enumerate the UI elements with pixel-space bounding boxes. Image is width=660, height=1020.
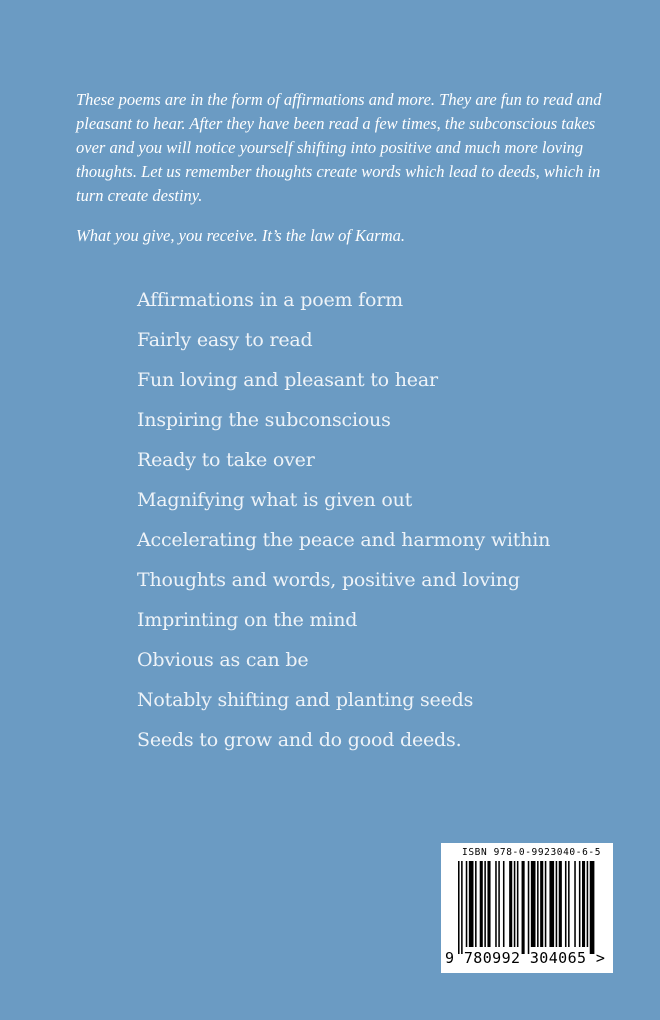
poem-line: Affirmations in a poem form (137, 289, 403, 311)
poem-line: Accelerating the peace and harmony within (137, 529, 551, 551)
barcode-bar (475, 861, 477, 947)
barcode-bar (522, 861, 525, 954)
barcode-bar (498, 861, 500, 947)
barcode-bar (590, 861, 595, 954)
karma-line: What you give, you receive. It’s the law of Karma. (76, 226, 406, 245)
isbn-label: ISBN 978-0-9923040-6-5 (462, 847, 602, 858)
barcode-bar (487, 861, 490, 947)
barcode-bar (509, 861, 512, 947)
barcode-bar (565, 861, 567, 947)
poem-line: Fun loving and pleasant to hear (137, 369, 438, 391)
barcode-bar (495, 861, 497, 947)
poem-line: Inspiring the subconscious (137, 409, 391, 431)
barcode-bar (466, 861, 468, 947)
barcode-bar (579, 861, 581, 947)
barcode-bar (480, 861, 483, 947)
barcode-bar (574, 861, 576, 947)
barcode-bar (559, 861, 562, 947)
poem-line: Thoughts and words, positive and loving (137, 569, 520, 591)
intro-paragraph: These poems are in the form of affirmations and more. They are fun to read and pleasant to hear. After they have been read a few times, the subconscious takes over and you will notice yourself shifting into positive and much more loving thoughts. Let us remember thoughts create words which lead to deeds, which in turn create destiny. (76, 90, 602, 205)
barcode-bar (545, 861, 547, 947)
barcode-bar (587, 861, 589, 947)
barcode-digits: 9 780992 304065 > (445, 949, 606, 967)
poem-line: Notably shifting and planting seeds (137, 689, 474, 711)
isbn-barcode (441, 843, 613, 973)
barcode-bar (549, 861, 554, 947)
poem-line: Fairly easy to read (137, 329, 313, 351)
barcode-bar (537, 861, 539, 947)
barcode-bar (469, 861, 474, 947)
barcode-bar (531, 861, 536, 947)
barcode-bar (517, 861, 519, 947)
poem-line: Ready to take over (137, 449, 315, 471)
barcode-bar (514, 861, 516, 947)
barcode-bar (582, 861, 585, 947)
poem-line: Magnifying what is given out (137, 489, 413, 511)
poem (137, 280, 550, 760)
poem-line: Imprinting on the mind (137, 609, 358, 631)
barcode-bar (503, 861, 505, 947)
barcode-bar (484, 861, 486, 947)
barcode-bar (461, 861, 463, 954)
barcode-bar (568, 861, 570, 947)
poem-line: Obvious as can be (137, 649, 309, 671)
barcode-bar (556, 861, 558, 947)
poem-line: Seeds to grow and do good deeds. (137, 729, 462, 751)
barcode-bar (528, 861, 530, 954)
barcode-bar (458, 861, 460, 954)
barcode-bar (540, 861, 543, 947)
